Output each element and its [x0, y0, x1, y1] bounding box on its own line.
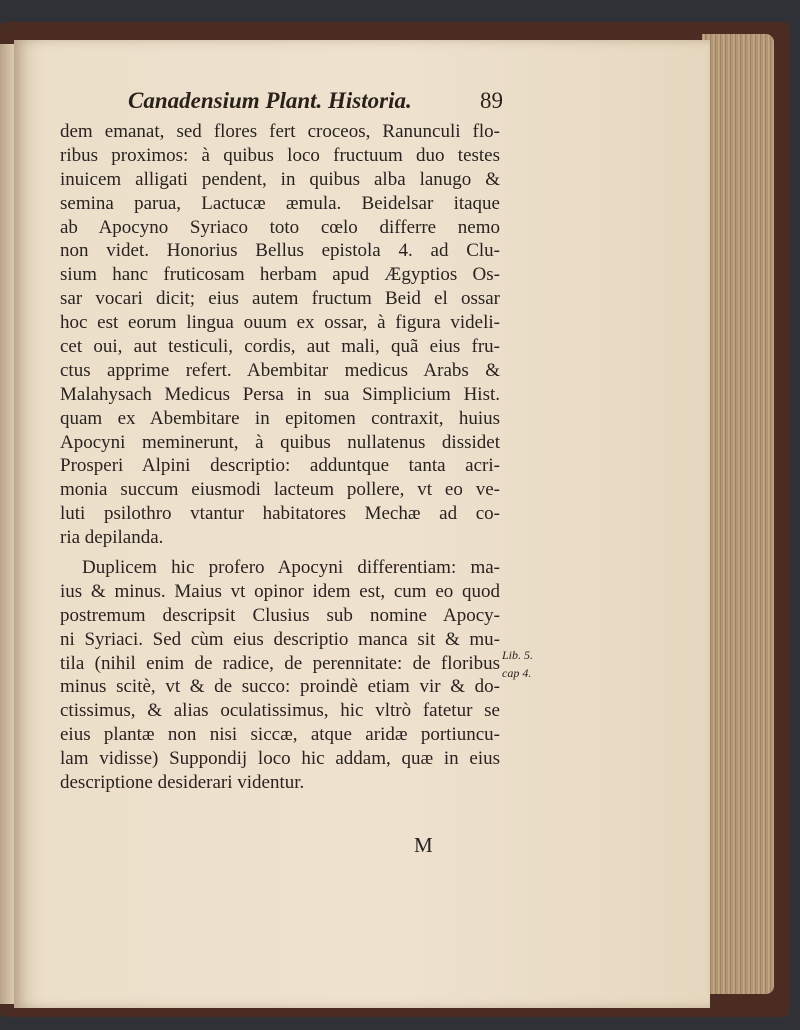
text-line: postremum descripsit Clusius sub nomine Apocy-: [60, 604, 500, 626]
text-line: dem emanat, sed flores fert croceos, Ranunculi flo-: [60, 121, 500, 142]
text-line: Apocyni meminerunt, à quibus nullatenus dissidet: [60, 431, 500, 453]
text-line: tila (nihil enim de radice, de perennitate: de floribus: [60, 652, 500, 674]
text-line: luti psilothro vtantur habitatores Mechæ ad co-: [60, 503, 500, 525]
text-line: ab Apocyno Syriaco toto cœlo differre nemo: [60, 216, 500, 238]
paragraph-2: [60, 556, 500, 795]
text-line: ius & minus. Maius vt opinor idem est, cum eo quod: [60, 580, 500, 602]
text-line: ctissimus, & alias oculatissimus, hic vltrò fatetur se: [60, 700, 500, 722]
margin-note-line: Lib. 5.: [502, 648, 534, 662]
text-line: lam vidisse) Suppondij loco hic addam, quæ in eius: [60, 748, 500, 770]
paragraph-1: [60, 120, 500, 550]
page-fore-edge: [702, 34, 774, 994]
text-line: ribus proximos: à quibus loco fructuum duo testes: [60, 144, 500, 166]
text-line: eius plantæ non nisi siccæ, atque aridæ portiuncu-: [60, 724, 500, 746]
text-line: descriptione desiderari videntur.: [60, 772, 305, 794]
text-line: Prosperi Alpini descriptio: adduntque tanta acri-: [60, 455, 500, 477]
text-line: inuicem alligati pendent, in quibus alba lanugo &: [60, 168, 500, 190]
text-line: non videt. Honorius Bellus epistola 4. ad Clu-: [60, 240, 500, 262]
text-line: Duplicem hic profero Apocyni differentiam: ma-: [82, 557, 500, 579]
text-line: Malahysach Medicus Persa in sua Simplicium Hist.: [60, 383, 500, 405]
text-line: semina parua, Lactucæ æmula. Beidelsar itaque: [60, 192, 500, 214]
text-line: ria depilanda.: [60, 527, 164, 549]
text-line: minus scitè, vt & de succo: proindè etiam vir & do-: [60, 676, 500, 698]
text-line: hoc est eorum lingua ouum ex ossar, à figura videli-: [60, 312, 500, 334]
text-line: sium hanc fruticosam herbam apud Ægyptios Os-: [60, 264, 500, 286]
text-line: sar vocari dicit; eius autem fructum Beid el ossar: [60, 288, 500, 310]
text-line: quam ex Abembitare in epitomen contraxit, huius: [60, 407, 500, 429]
text-line: ni Syriaci. Sed cùm eius descriptio manca sit & mu-: [60, 628, 500, 650]
margin-note-line: cap 4.: [502, 666, 532, 680]
signature-mark: M: [414, 833, 433, 857]
text-line: cet oui, aut testiculi, cordis, aut mali, quã eius fru-: [60, 336, 500, 358]
running-title: Canadensium Plant. Historia.: [128, 88, 412, 113]
text-line: ctus apprime refert. Abembitar medicus Arabs &: [60, 359, 500, 381]
text-line: monia succum eiusmodi lacteum pollere, vt eo ve-: [60, 479, 500, 501]
body-text: [60, 120, 500, 795]
page-number: 89: [480, 88, 503, 113]
